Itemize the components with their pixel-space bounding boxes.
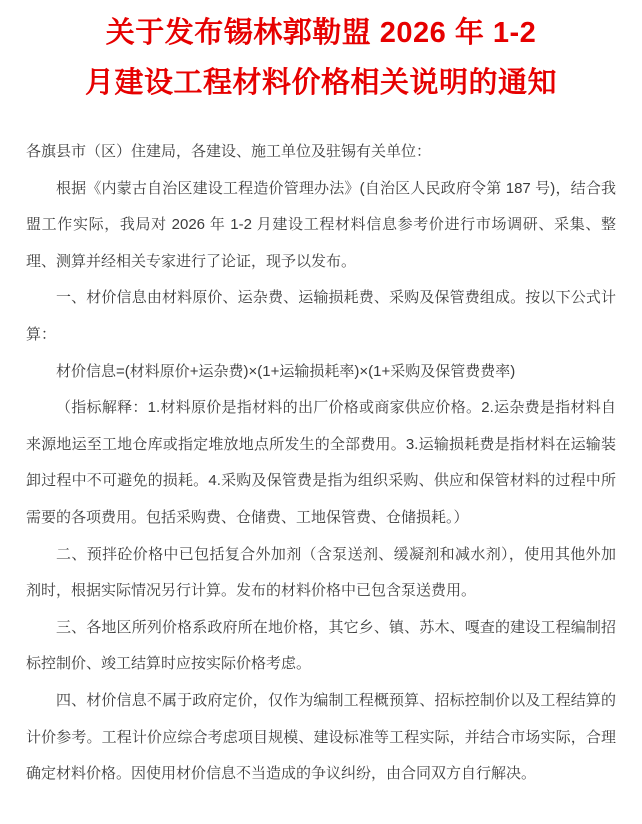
page-title-line-1: 关于发布锡林郭勒盟 2026 年 1-2 xyxy=(105,17,537,49)
page-title xyxy=(26,8,616,108)
paragraph-indent-7: 四、材价信息不属于政府定价，仅作为编制工程概预算、招标控制价以及工程结算的计价参考。工程计价应综合考虑项目规模、建设标准等工程实际，并结合市场实际，合理确定材料价格。因使用材价信息不当造成的争议纠纷，由合同双方自行解决。 xyxy=(26,691,616,783)
paragraph-indent-1: 根据《内蒙古自治区建设工程造价管理办法》(自治区人民政府令第 187 号)，结合我盟工作实际，我局对 2026 年 1-2 月建设工程材料信息参考价进行市场调研、采集、整理、测算并经相关专家进行了论证，现予以发布。 xyxy=(26,179,616,270)
paragraph-indent-4: （指标解释：1.材料原价是指材料的出厂价格或商家供应价格。2.运杂费是指材料自来源地运至工地仓库或指定堆放地点所发生的全部费用。3.运输损耗费是指材料在运输装卸过程中不可避免的损耗。4.采购及保管费是指为组织采购、供应和保管材料的过程中所需要的各项费用。包括采购费、仓储费、工地保管费、仓储损耗。） xyxy=(26,399,616,526)
page-title-line-2: 月建设工程材料价格相关说明的通知 xyxy=(84,67,557,99)
paragraph-indent-2: 一、材价信息由材料原价、运杂费、运输损耗费、采购及保管费组成。按以下公式计算： xyxy=(26,289,616,343)
paragraph-indent-6: 三、各地区所列价格系政府所在地价格，其它乡、镇、苏木、嘎查的建设工程编制招标控制价、竣工结算时应按实际价格考虑。 xyxy=(26,618,616,673)
paragraph-salutation-0: 各旗县市（区）住建局，各建设、施工单位及驻锡有关单位： xyxy=(26,143,432,160)
document-body xyxy=(26,134,616,793)
paragraph-indent-5: 二、预拌砼价格中已包括复合外加剂（含泵送剂、缓凝剂和减水剂），使用其他外加剂时，根据实际情况另行计算。发布的材料价格中已包含泵送费用。 xyxy=(26,545,616,600)
paragraph-formula-3: 材价信息=(材料原价+运杂费)×(1+运输损耗率)×(1+采购及保管费费率) xyxy=(56,362,516,380)
